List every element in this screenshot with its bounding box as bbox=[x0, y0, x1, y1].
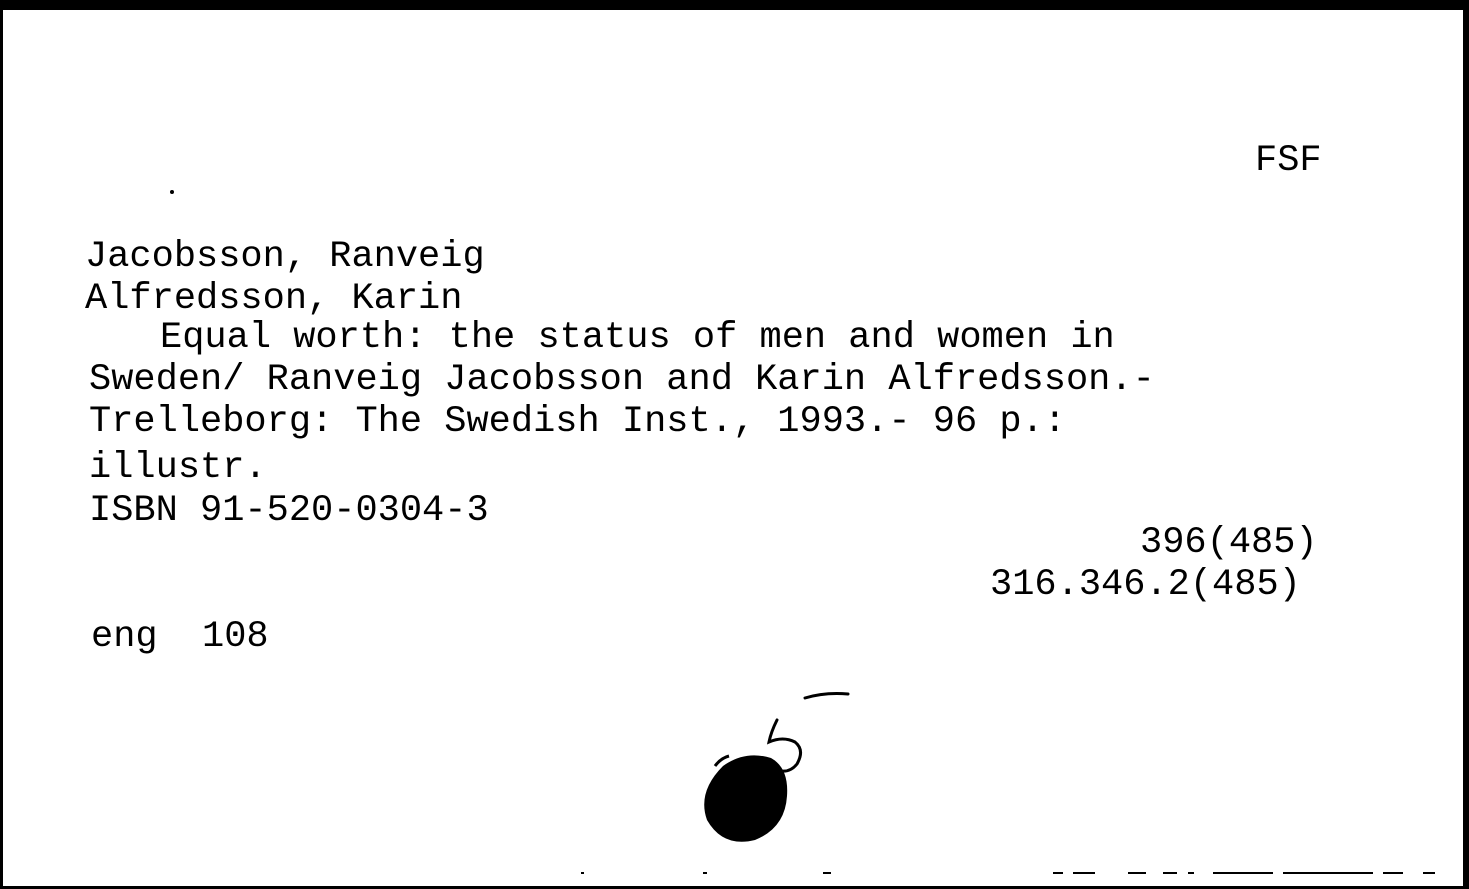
isbn: ISBN 91-520-0304-3 bbox=[89, 490, 489, 532]
card-top-code: FSF bbox=[1255, 140, 1322, 182]
title-line-1: Equal worth: the status of men and women in bbox=[160, 317, 1115, 359]
language-line: eng 108 bbox=[91, 616, 269, 658]
title-line-2: Sweden/ Ranveig Jacobsson and Karin Alfredsson.- bbox=[89, 359, 1155, 401]
ink-speck bbox=[170, 190, 174, 194]
author-2: Alfredsson, Karin bbox=[85, 278, 463, 320]
classification-2: 316.346.2(485) bbox=[990, 564, 1301, 606]
title-line-3: Trelleborg: The Swedish Inst., 1993.- 96 p.: bbox=[89, 401, 1066, 443]
handwritten-dash bbox=[805, 694, 848, 699]
title-line-4: illustr. bbox=[89, 447, 267, 489]
ink-blot bbox=[704, 755, 787, 841]
handwritten-mark-graphic bbox=[693, 680, 863, 860]
classification-1: 396(485) bbox=[1140, 522, 1318, 564]
bottom-edge-noise bbox=[573, 868, 1453, 878]
author-1: Jacobsson, Ranveig bbox=[85, 236, 485, 278]
